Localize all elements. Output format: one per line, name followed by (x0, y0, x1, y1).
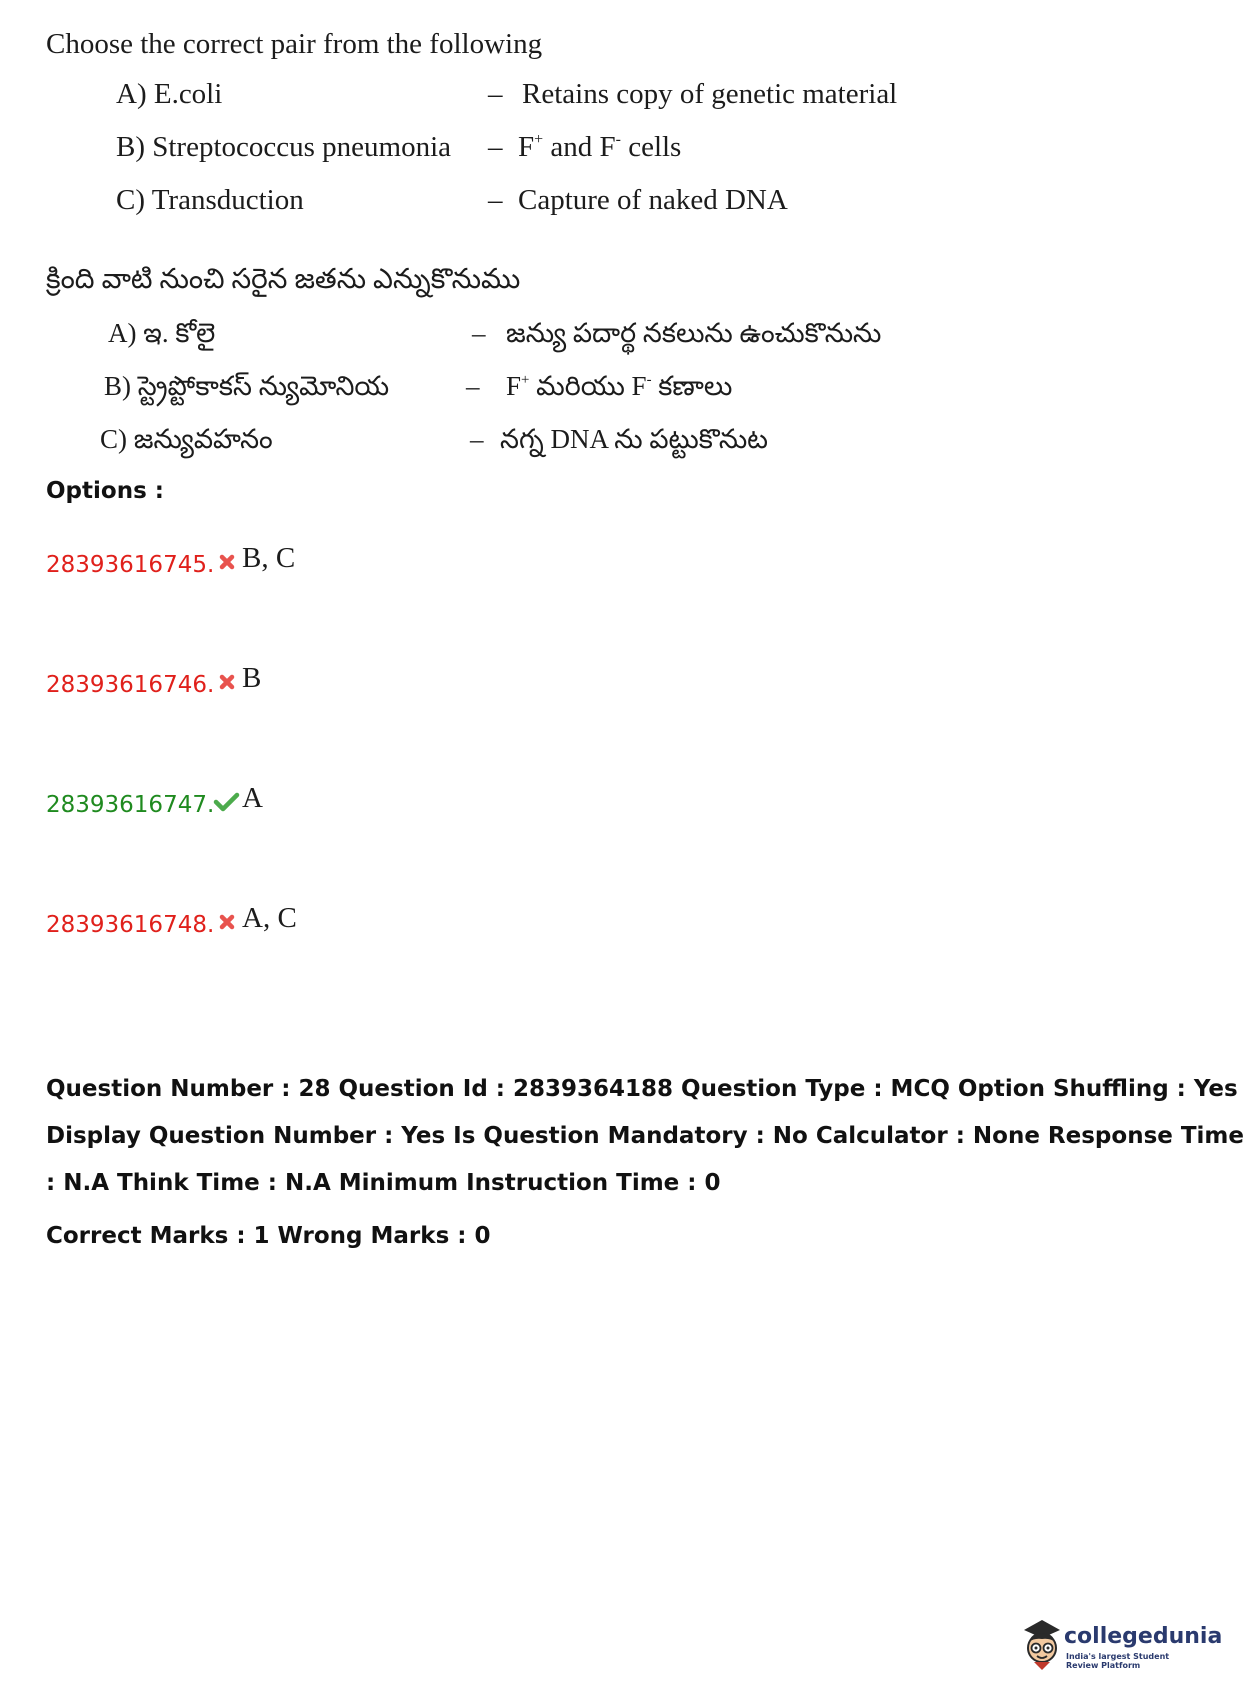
pair-dash: – (488, 78, 503, 110)
question-prompt-en: Choose the correct pair from the following (46, 28, 543, 60)
pair-row-b-en (116, 131, 1016, 167)
pair-right: F+ మరియు F- కణాలు (506, 371, 733, 401)
cross-icon (213, 548, 241, 574)
pair-dash: – (488, 184, 503, 216)
meta-line-1: Question Number : 28 Question Id : 2839364188 Question Type : MCQ Option Shuffling : Yes (46, 1076, 1238, 1102)
logo-brand: collegedunia (1064, 1624, 1223, 1649)
pair-row-a-te (108, 318, 1028, 354)
option-text: A (242, 782, 263, 814)
pair-dash: – (466, 371, 480, 401)
cross-icon (213, 908, 241, 934)
pair-right: జన్యు పదార్థ నకలును ఉంచుకొనును (506, 318, 882, 348)
pair-left: A) E.coli (116, 78, 223, 110)
pair-row-b-te (104, 371, 1024, 407)
pair-row-c-te (100, 424, 1020, 460)
pair-row-a-en (116, 78, 1016, 114)
pair-right: F+ and F- cells (518, 131, 682, 163)
pair-left: B) Streptococcus pneumonia (116, 131, 452, 163)
pair-left: C) జన్యువహనం (100, 424, 273, 454)
pair-left: C) Transduction (116, 184, 304, 216)
question-prompt-te: క్రింది వాటి నుంచి సరైన జతను ఎన్నుకొనుము (46, 264, 521, 295)
pair-left: B) స్ట్రెప్టోకాకస్ న్యుమోనియ (104, 371, 390, 401)
meta-line-3: : N.A Think Time : N.A Minimum Instruction Time : 0 (46, 1170, 721, 1196)
pair-row-c-en (116, 184, 1016, 220)
option-text: A, C (242, 902, 297, 934)
pair-dash: – (470, 424, 484, 454)
pair-right: Capture of naked DNA (518, 184, 788, 216)
pair-right: Retains copy of genetic material (522, 78, 898, 110)
options-label: Options : (46, 478, 164, 504)
pair-dash: – (472, 318, 486, 348)
meta-line-2: Display Question Number : Yes Is Question Mandatory : No Calculator : None Response Time (46, 1123, 1244, 1149)
collegedunia-logo (1020, 1616, 1223, 1672)
mascot-icon (1020, 1616, 1064, 1672)
option-text: B (242, 662, 262, 694)
option-id: 28393616746. (46, 672, 215, 698)
pair-right: నగ్న DNA ను పట్టుకొనుట (500, 424, 769, 454)
option-id: 28393616745. (46, 552, 215, 578)
cross-icon (213, 668, 241, 694)
option-text: B, C (242, 542, 296, 574)
option-id: 28393616748. (46, 912, 215, 938)
pair-left: A) ఇ. కోలై (108, 318, 216, 348)
marks-line: Correct Marks : 1 Wrong Marks : 0 (46, 1223, 491, 1249)
logo-tagline: India's largest Student Review Platform (1066, 1652, 1170, 1670)
check-icon (210, 788, 242, 814)
pair-dash: – (488, 131, 503, 163)
option-id: 28393616747. (46, 792, 215, 818)
